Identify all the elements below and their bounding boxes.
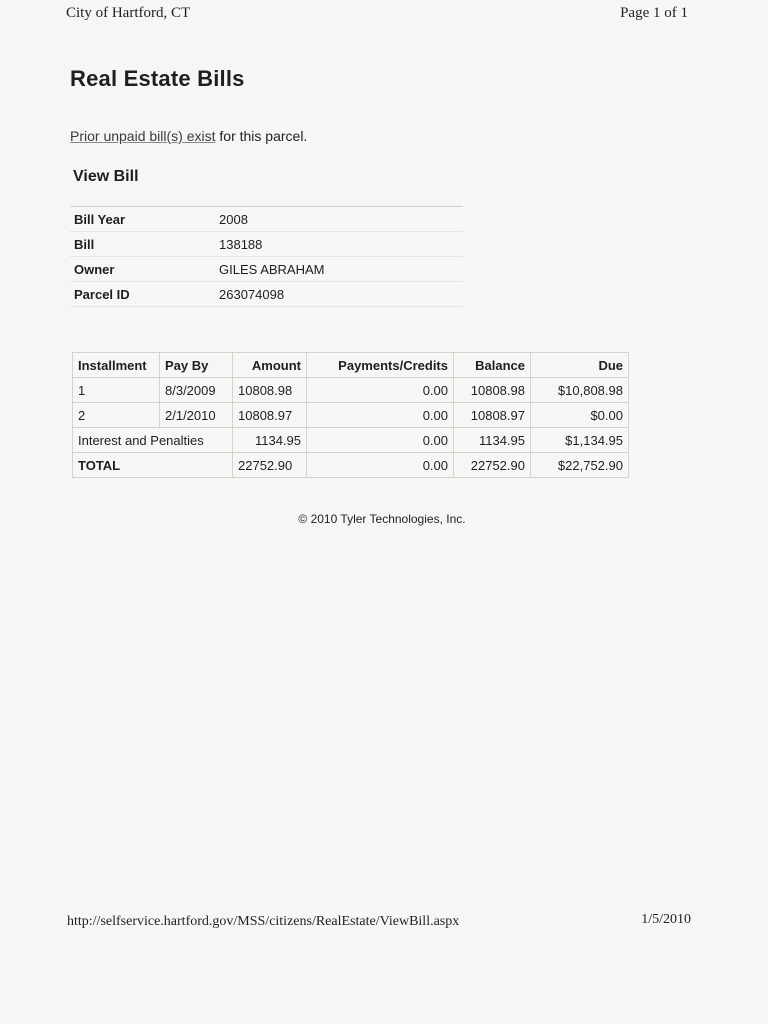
bill-info-value: 263074098 [215,282,463,307]
column-header-amount: Amount [233,353,307,378]
balance-cell: 10808.97 [454,403,531,428]
table-row [73,378,629,403]
due-cell: $10,808.98 [531,378,629,403]
due-cell: $1,134.95 [531,428,629,453]
balance-cell: 1134.95 [454,428,531,453]
payments-credits-cell: 0.00 [307,453,454,478]
column-header-due: Due [531,353,629,378]
due-cell: $0.00 [531,403,629,428]
amount-cell: 10808.98 [233,378,307,403]
prior-bills-notice [70,128,307,144]
print-header-page-number: Page 1 of 1 [620,5,688,21]
amount-cell: 1134.95 [233,428,307,453]
bill-info-value: 138188 [215,232,463,257]
column-header-balance: Balance [454,353,531,378]
column-header-pay-by: Pay By [160,353,233,378]
bill-info-label: Owner [70,257,215,282]
bill-info-value: 2008 [215,207,463,232]
total-row [73,453,629,478]
page-title: Real Estate Bills [70,66,245,91]
notice-text: for this parcel. [215,128,308,144]
bill-info-row [70,282,463,307]
payments-credits-cell: 0.00 [307,378,454,403]
pay-by-cell: 2/1/2010 [160,403,233,428]
column-header-payments-credits: Payments/Credits [307,353,454,378]
section-title-view-bill: View Bill [73,168,139,185]
payments-credits-cell: 0.00 [307,428,454,453]
bill-info-row [70,232,463,257]
total-label: TOTAL [73,453,233,478]
interest-penalties-label: Interest and Penalties [73,428,233,453]
installment-cell: 1 [73,378,160,403]
bill-info-row [70,207,463,232]
prior-unpaid-bills-link[interactable]: Prior unpaid bill(s) exist [70,128,216,144]
table-row [73,403,629,428]
bill-info-label: Bill [70,232,215,257]
print-footer-date: 1/5/2010 [641,912,691,927]
payments-credits-cell: 0.00 [307,403,454,428]
due-cell: $22,752.90 [531,453,629,478]
pay-by-cell: 8/3/2009 [160,378,233,403]
amount-cell: 10808.97 [233,403,307,428]
bill-info-label: Parcel ID [70,282,215,307]
amount-cell: 22752.90 [233,453,307,478]
table-header-row [73,353,629,378]
bill-info-table [70,206,463,307]
balance-cell: 22752.90 [454,453,531,478]
interest-penalties-row [73,428,629,453]
installment-cell: 2 [73,403,160,428]
print-footer-url: http://selfservice.hartford.gov/MSS/citizens/RealEstate/ViewBill.aspx [67,914,460,929]
column-header-installment: Installment [73,353,160,378]
balance-cell: 10808.98 [454,378,531,403]
bill-info-value: GILES ABRAHAM [215,257,463,282]
bill-info-row [70,257,463,282]
print-header-site: City of Hartford, CT [66,5,191,21]
bill-info-label: Bill Year [70,207,215,232]
installments-table [72,352,629,478]
copyright-notice: © 2010 Tyler Technologies, Inc. [298,512,466,526]
